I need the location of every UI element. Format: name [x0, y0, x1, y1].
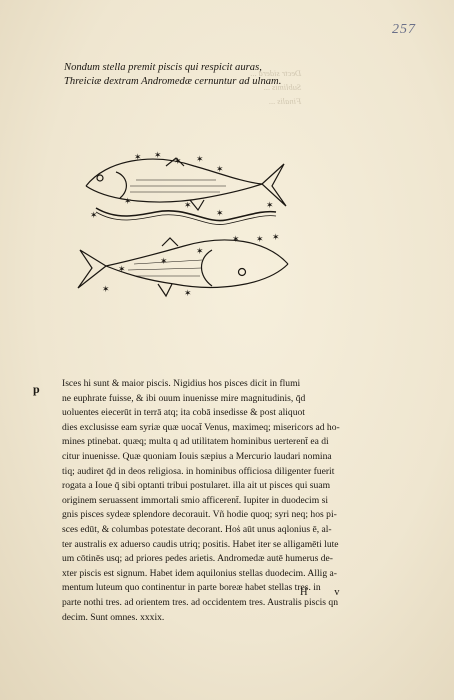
text-line: mentum luteum quo continentur in parte boreæ habet stellas tres. in [62, 582, 321, 594]
svg-text:✶: ✶ [174, 156, 182, 166]
svg-text:✶: ✶ [256, 234, 264, 244]
text-line: dies exclusisse eam syriæ quæ uocat̄ Venus, maximeq; misericors ad ho- [62, 421, 340, 433]
svg-text:✶: ✶ [216, 208, 224, 218]
svg-text:✶: ✶ [184, 200, 192, 210]
text-line: um cōtinēs usq; ad priores pedes arietis. Andromedæ autē humerus de- [62, 553, 333, 565]
text-line: mines ptinebat. quæq; multa q ad utilitatem hominibus uerterent̄ ea di [62, 436, 329, 448]
verse-line: Threiciæ dextram Andromedæ cernuntur ad ulnam. [64, 76, 282, 87]
svg-text:✶: ✶ [216, 164, 224, 174]
svg-text:✶: ✶ [196, 246, 204, 256]
svg-text:✶: ✶ [184, 288, 192, 298]
svg-text:✶: ✶ [118, 264, 126, 274]
svg-text:✶: ✶ [154, 150, 162, 160]
signature-mark: H v [300, 587, 352, 598]
text-line: rogata a Ioue q̄ sibi optanti tribui postularet. illa ait ut pisces qui suam [62, 480, 331, 492]
text-line: parte nothi tres. ad orientem tres. ad occidentem tres. Australis piscis qn [62, 596, 339, 608]
pisces-woodcut [66, 146, 306, 314]
show-through-text: Dectr sidera ... Sublimis ... Finalis ... [250, 68, 302, 106]
svg-text:✶: ✶ [102, 284, 110, 294]
svg-text:✶: ✶ [90, 210, 98, 220]
text-line: gnis pisces sydeæ splendore decorauit. Vñ hodie quoq; syri neq; hos pi- [62, 509, 337, 521]
initial-guide-letter: p [33, 382, 40, 396]
text-line: ne euphrate fuisse, & ibi ouum inuenisse mire magnitudinis, q̄d [62, 392, 306, 404]
verse-quote [64, 61, 281, 89]
svg-text:✶: ✶ [160, 256, 168, 266]
text-line: uoluentes eiecerūt in terrā atq; ita cobā insedisse & post aliquot [62, 407, 305, 419]
text-line: Isces hi sunt & maior piscis. Nigidius hos pisces dicit in flumi [62, 378, 301, 389]
text-line: ter australis ex aduerso caudis utriq; positis. Habet iter se alligamēti lute [62, 538, 339, 550]
svg-text:✶: ✶ [272, 232, 280, 242]
text-line: decim. Sunt omnes. xxxix. [62, 611, 165, 623]
svg-text:✶: ✶ [134, 152, 142, 162]
svg-text:✶: ✶ [196, 154, 204, 164]
text-line: xter piscis est signum. Habet idem aquilonius stellas duodecim. Allig a- [62, 567, 337, 579]
text-line: citur inuenisse. Quæ quoniam Iouis sæpius a Mercurio laudari nomina [62, 450, 332, 462]
svg-text:✶: ✶ [266, 200, 274, 210]
verse-line: Nondum stella premit piscis qui respicit auras, [64, 62, 262, 73]
folio-number: 257 [392, 22, 416, 37]
svg-text:✶: ✶ [124, 196, 132, 206]
text-line: tiq; audiret q̄d in deos religiosa. in hominibus officiosa diligenter fuerit [62, 465, 335, 477]
svg-text:✶: ✶ [232, 234, 240, 244]
text-line: originem seruassent immortali smio afficerent̄. Iupiter in duodecim si [62, 494, 328, 506]
text-line: sces edūt, & columbas potestate decorant. Hoṡ aūt unus aqlonius ē, al- [62, 523, 332, 535]
